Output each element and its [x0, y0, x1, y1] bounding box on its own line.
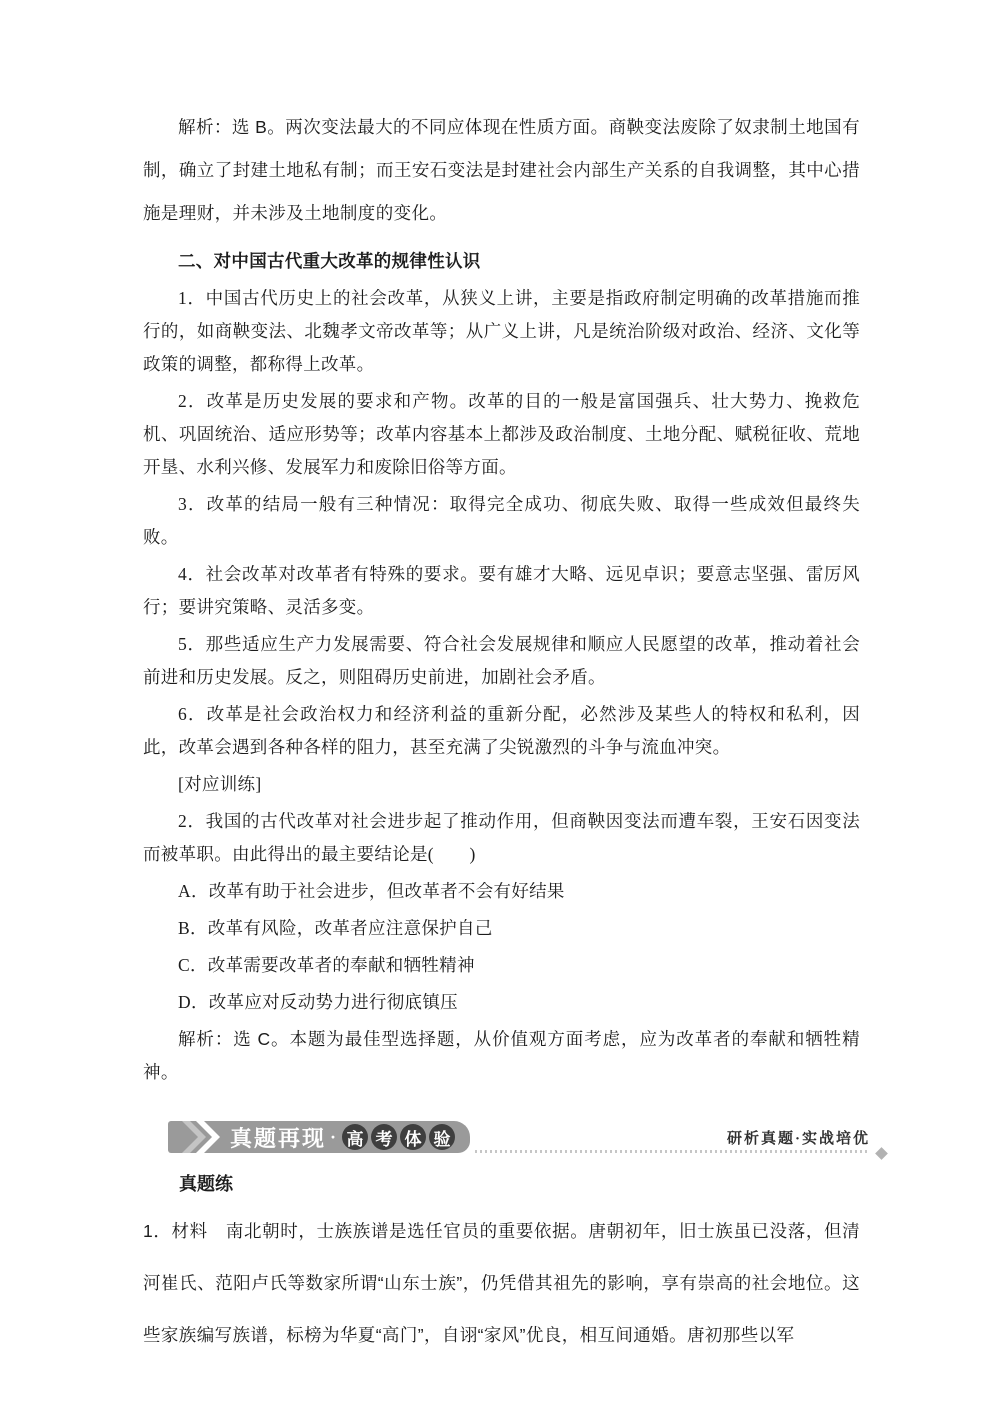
point-paragraph: 6．改革是社会政治权力和经济利益的重新分配，必然涉及某些人的特权和私利，因此，改革会遇到各种各样的阻力，甚至充满了尖锐激烈的斗争与流血冲突。 — [143, 704, 860, 757]
point-paragraph: 4．社会改革对改革者有特殊的要求。要有雄才大略、远见卓识；要意志坚强、雷厉风行；要讲究策略、灵活多变。 — [143, 564, 860, 617]
point-paragraph: 5．那些适应生产力发展需要、符合社会发展规律和顺应人民愿望的改革，推动着社会前进和历史发展。反之，则阻碍历史前进，加剧社会矛盾。 — [143, 634, 860, 687]
exam-banner — [143, 1121, 892, 1155]
banner-title: 真题再现 — [230, 1125, 327, 1151]
option-item: D．改革应对反动势力进行彻底镇压 — [178, 992, 458, 1012]
banner-circle-char: 高 — [342, 1124, 368, 1150]
training-label: [对应训练] — [178, 774, 262, 794]
question-paragraph: 2．我国的古代改革对社会进步起了推动作用，但商鞅因变法而遭车裂，王安石因变法而被革职。由此得出的最主要结论是( ) — [143, 811, 860, 864]
subheading-zhentilian: 真题练 — [179, 1174, 233, 1194]
analysis-c-paragraph: 解析：选 C。本题为最佳型选择题，从价值观方面考虑，应为改革者的奉献和牺牲精神。 — [143, 1029, 860, 1082]
option-item: C．改革需要改革者的奉献和牺牲精神 — [178, 955, 475, 975]
double-chevron-icon — [176, 1120, 228, 1154]
banner-separator-dot: · — [330, 1126, 337, 1147]
page-content — [143, 0, 870, 1361]
point-paragraph: 3．改革的结局一般有三种情况：取得完全成功、彻底失败、取得一些成效但最终失败。 — [143, 494, 860, 547]
point-paragraph: 2．改革是历史发展的要求和产物。改革的目的一般是富国强兵、壮大势力、挽救危机、巩固统治、适应形势等；改革内容基本上都涉及政治制度、土地分配、赋税征收、荒地开垦、水利兴修、发展军力和废除旧俗等方面。 — [143, 391, 860, 477]
analysis-b-paragraph: 解析：选 B。两次变法最大的不同应体现在性质方面。商鞅变法废除了奴隶制土地国有制，确立了封建土地私有制；而王安石变法是封建社会内部生产关系的自我调整，其中心措施是理财，并未涉及土地制度的变化。 — [143, 117, 860, 223]
banner-circle-char: 验 — [429, 1124, 455, 1150]
banner-circle-char: 考 — [371, 1124, 397, 1150]
option-item: A．改革有助于社会进步，但改革者不会有好结果 — [178, 881, 565, 901]
section-heading: 二、对中国古代重大改革的规律性认识 — [178, 251, 481, 271]
diamond-icon — [875, 1147, 888, 1160]
banner-right-label: 研析真题·实战培优 — [723, 1127, 874, 1148]
point-paragraph: 1．中国古代历史上的社会改革，从狭义上讲，主要是指政府制定明确的改革措施而推行的，如商鞅变法、北魏孝文帝改革等；从广义上讲，凡是统治阶级对政治、经济、文化等政策的调整，都称得上改革。 — [143, 288, 860, 374]
option-item: B．改革有风险，改革者应注意保护自己 — [178, 918, 493, 938]
banner-circle-char: 体 — [400, 1124, 426, 1150]
banner-pill — [168, 1121, 470, 1153]
banner-dotted-line — [475, 1150, 870, 1153]
material-paragraph: 1．材料 南北朝时，士族族谱是选任官员的重要依据。唐朝初年，旧士族虽已没落，但清河崔氏、范阳卢氏等数家所谓“山东士族”，仍凭借其祖先的影响，享有崇高的社会地位。这些家族编写族谱，标榜为华夏“高门”，自诩“家风”优良，相互间通婚。唐初那些以军 — [143, 1221, 860, 1345]
